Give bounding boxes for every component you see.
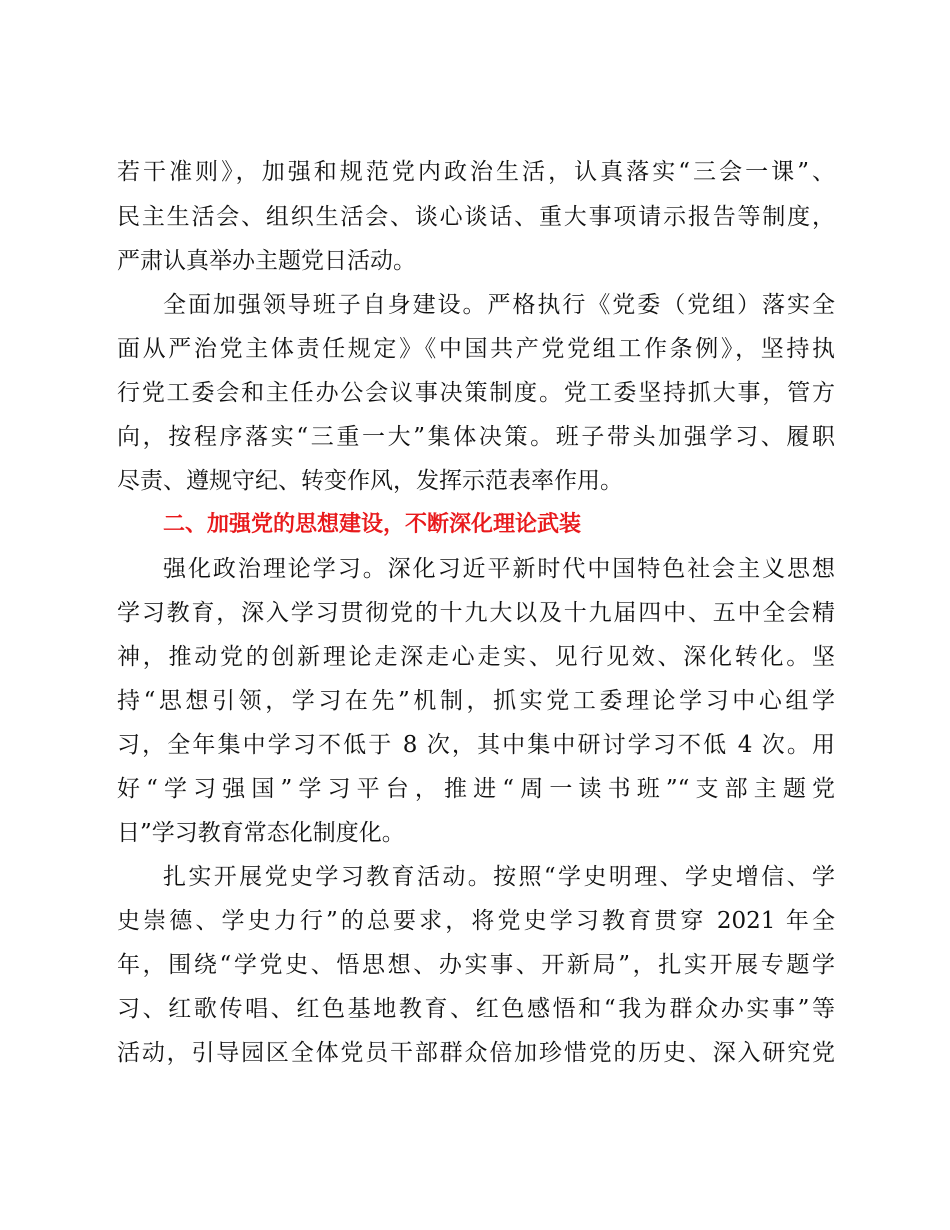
paragraph-1-line-2: 民主生活会、组织生活会、谈心谈话、重大事项请示报告等制度， (117, 204, 835, 230)
paragraph-1-line-3: 严肃认真举办主题党日活动。 (117, 248, 416, 274)
paragraph-1-line-1: 若干准则》，加强和规范党内政治生活，认真落实“三会一课”、 (117, 159, 835, 185)
paragraph-2-line-3: 行党工委会和主任办公会议事决策制度。党工委坚持抓大事，管方 (117, 380, 835, 406)
paragraph-3-line-6: 好“学习强国”学习平台，推进“周一读书班”“支部主题党 (117, 776, 835, 802)
paragraph-3-line-4: 持“思想引领，学习在先”机制，抓实党工委理论学习中心组学 (117, 688, 835, 714)
paragraph-4-line-5: 活动，引导园区全体党员干部群众倍加珍惜党的历史、深入研究党 (117, 1040, 835, 1066)
paragraph-4-line-2: 史崇德、学史力行”的总要求，将党史学习教育贯穿 2021 年全 (117, 908, 835, 934)
paragraph-4-line-4: 习、红歌传唱、红色基地教育、红色感悟和“我为群众办实事”等 (117, 996, 835, 1022)
paragraph-2-line-5: 尽责、遵规守纪、转变作风，发挥示范表率作用。 (117, 468, 623, 494)
paragraph-3-line-2: 学习教育，深入学习贯彻党的十九大以及十九届四中、五中全会精 (117, 600, 835, 626)
paragraph-4-line-3: 年，围绕“学党史、悟思想、办实事、开新局”，扎实开展专题学 (117, 952, 835, 978)
paragraph-3-line-1: 强化政治理论学习。深化习近平新时代中国特色社会主义思想 (163, 556, 835, 582)
paragraph-2-line-2: 面从严治党主体责任规定》《中国共产党党组工作条例》，坚持执 (117, 336, 835, 362)
paragraph-3-line-5: 习，全年集中学习不低于 8 次，其中集中研讨学习不低 4 次。用 (117, 732, 835, 758)
paragraph-3-line-7: 日”学习教育常态化制度化。 (117, 820, 405, 846)
paragraph-3-line-3: 神，推动党的创新理论走深走心走实、见行见效、深化转化。坚 (117, 644, 835, 670)
section-heading: 二、加强党的思想建设，不断深化理论武装 (163, 512, 582, 537)
paragraph-2-line-4: 向，按程序落实“三重一大”集体决策。班子带头加强学习、履职 (117, 424, 835, 450)
paragraph-4-line-1: 扎实开展党史学习教育活动。按照“学史明理、学史增信、学 (163, 864, 835, 890)
paragraph-2-line-1: 全面加强领导班子自身建设。严格执行《党委（党组）落实全 (163, 292, 835, 318)
